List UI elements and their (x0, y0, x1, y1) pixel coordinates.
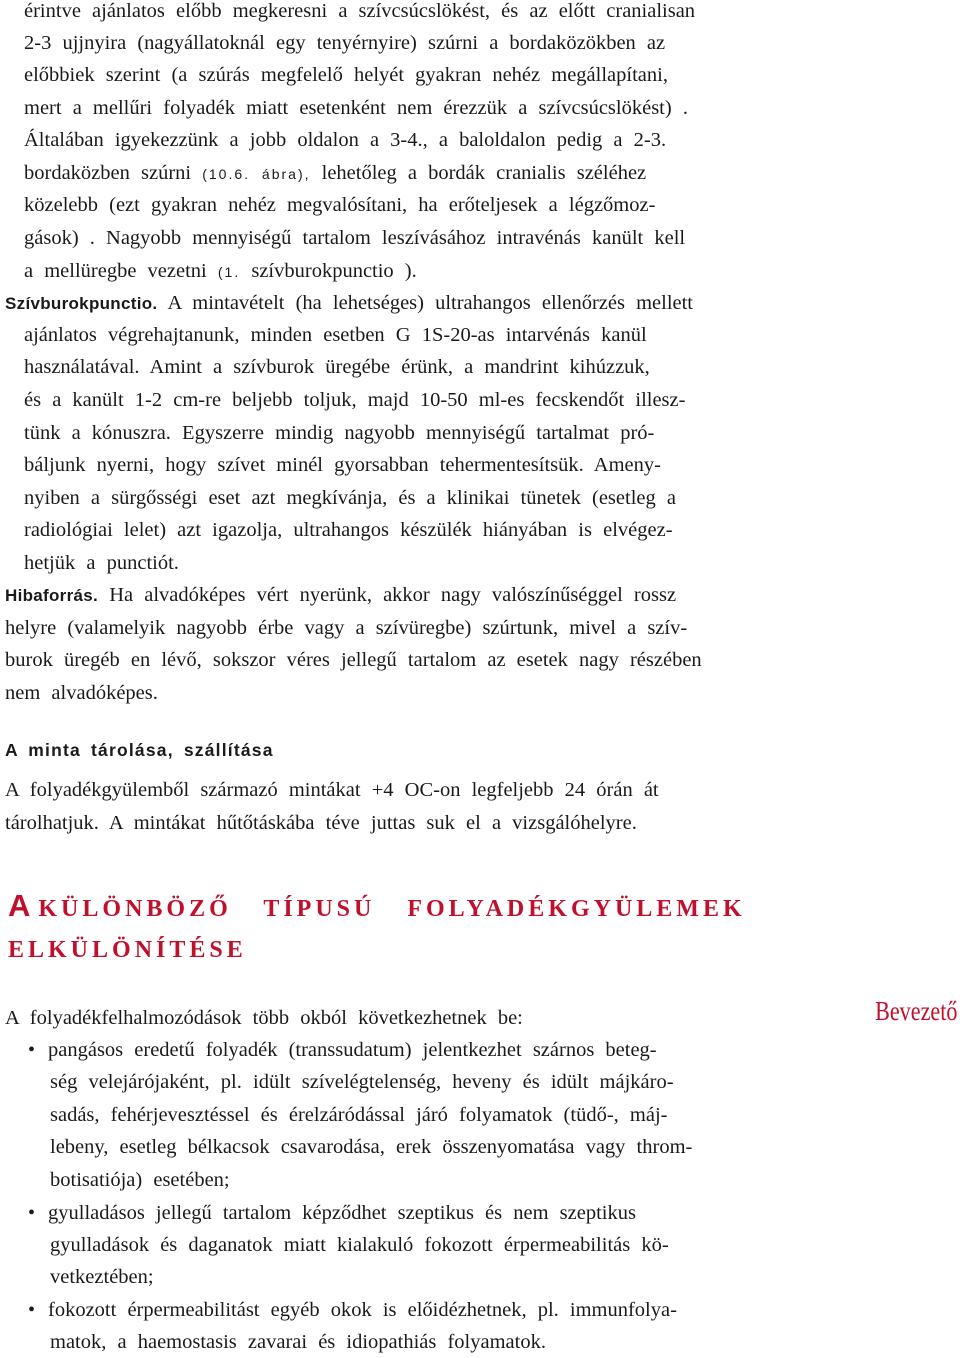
text-line: hetjük a punctiót. (24, 552, 179, 574)
text-line: használatával. Amint a szívburok üregébe érünk, a mandrint kihúzzuk, (24, 356, 650, 378)
text-segment: bordaközben szúrni (24, 162, 192, 184)
text-line: burok üregéb en lévő, sokszor véres jellegű tartalom az esetek nagy részében (5, 649, 702, 671)
cross-reference: szívburokpunctio ). (251, 260, 417, 282)
cross-reference-number: (1. (217, 264, 241, 280)
list-item-line: sadás, fehérjevesztéssel és érelzáródással járó folyamatok (tüdő-, máj- (50, 1104, 668, 1126)
text-line (5, 579, 676, 611)
bullet-icon: • (28, 1202, 36, 1224)
run-in-heading: Hibaforrás. (5, 586, 99, 605)
text-segment: A mintavételt (ha lehetséges) ultrahangos ellenőrzés mellett (167, 292, 694, 314)
text-line: gások) . Nagyobb mennyiségű tartalom leszívásához intravénás kanült kell (24, 227, 686, 249)
text-line: tárolhatjuk. A mintákat hűtőtáskába téve juttas suk el a vizsgálóhelyre. (5, 812, 637, 834)
bullet-icon: • (28, 1039, 36, 1061)
text-line: előbbiek szerint (a szúrás megfelelő helyét gyakran nehéz megállapítani, (24, 64, 668, 86)
section-subheading: A minta tárolása, szállítása (5, 740, 274, 760)
list-item-line: fokozott érpermeabilitást egyéb okok is előidézhetnek, pl. immunfolya- (48, 1299, 677, 1321)
run-in-heading: Szívburokpunctio. (5, 294, 158, 313)
text-line: tünk a kónuszra. Egyszerre mindig nagyobb mennyiségű tartalmat pró- (24, 422, 655, 444)
list-item-line: gyulladások és daganatok miatt kialakuló fokozott érpermeabilitás kö- (50, 1234, 669, 1256)
text-line (24, 157, 646, 189)
text-line: mert a mellűri folyadék miatt esetenként nem érezzük a szívcsúcslökést) . (24, 97, 688, 119)
text-line: A folyadékfelhalmozódások több okból következhetnek be: (5, 1007, 523, 1029)
list-item-line: pangásos eredetű folyadék (transsudatum) jelentkezhet szárnos beteg- (48, 1039, 657, 1061)
text-line: 2-3 ujjnyira (nagyállatoknál egy tenyérnyire) szúrni a bordaközökben az (24, 32, 666, 54)
list-item-line: vetkeztében; (50, 1266, 154, 1288)
text-line: nem alvadóképes. (5, 682, 158, 704)
text-line: A folyadékgyülemből származó mintákat +4 OC-on legfeljebb 24 órán át (5, 779, 659, 801)
text-line: Általában igyekezzünk a jobb oldalon a 3-4., a baloldalon pedig a 2-3. (24, 129, 667, 151)
text-segment: Ha alvadóképes vért nyerünk, akkor nagy valószínűséggel rossz (109, 584, 677, 606)
text-line: helyre (valamelyik nagyobb érbe vagy a szívüregbe) szúrtunk, mivel a szív- (5, 617, 688, 639)
bullet-icon: • (28, 1299, 36, 1321)
list-item-line: gyulladásos jellegű tartalom képződhet szeptikus és nem szeptikus (48, 1202, 636, 1224)
section-heading (8, 886, 746, 926)
section-heading-continued: ELKÜLÖNÍTÉSE (8, 937, 247, 963)
text-line (24, 255, 417, 287)
heading-line: KÜLÖNBÖZŐ TÍPUSÚ FOLYADÉKGYÜLEMEK (38, 896, 746, 922)
list-item-line: lebeny, esetleg bélkacsok csavarodása, erek összenyomatása vagy throm- (50, 1136, 693, 1158)
list-item-line: ség velejárójaként, pl. idült szívelégtelenség, heveny és idült májkáro- (50, 1071, 674, 1093)
text-line: nyiben a sürgősségi eset azt megkívánja, és a klinikai tünetek (esetleg a (24, 487, 676, 509)
margin-note: Bevezető (874, 996, 957, 1026)
text-segment: a mellüregbe vezetni (24, 260, 207, 282)
text-line: érintve ajánlatos előbb megkeresni a szívcsúcslökést, és az előtt cranialisan (24, 0, 696, 22)
figure-reference: (10.6. ábra), (202, 166, 311, 182)
heading-initial: A (8, 888, 31, 923)
list-item-line: matok, a haemostasis zavarai és idiopathiás folyamatok. (50, 1331, 546, 1353)
list-item-line: botisatiója) esetében; (50, 1169, 230, 1191)
text-line: és a kanült 1-2 cm-re beljebb toljuk, majd 10-50 ml-es fecskendőt illesz- (24, 389, 686, 411)
text-segment: lehetőleg a bordák cranialis széléhez (321, 162, 647, 184)
text-line: radiológiai lelet) azt igazolja, ultrahangos készülék hiányában is elvégez- (24, 519, 673, 541)
text-line: báljunk nyerni, hogy szívet minél gyorsabban tehermentesítsük. Ameny- (24, 454, 661, 476)
text-line: közelebb (ezt gyakran nehéz megvalósítani, ha erőteljesek a légzőmoz- (24, 194, 656, 216)
text-line: ajánlatos végrehajtanunk, minden esetben G 1S-20-as intarvénás kanül (24, 324, 647, 346)
text-line (5, 287, 693, 319)
